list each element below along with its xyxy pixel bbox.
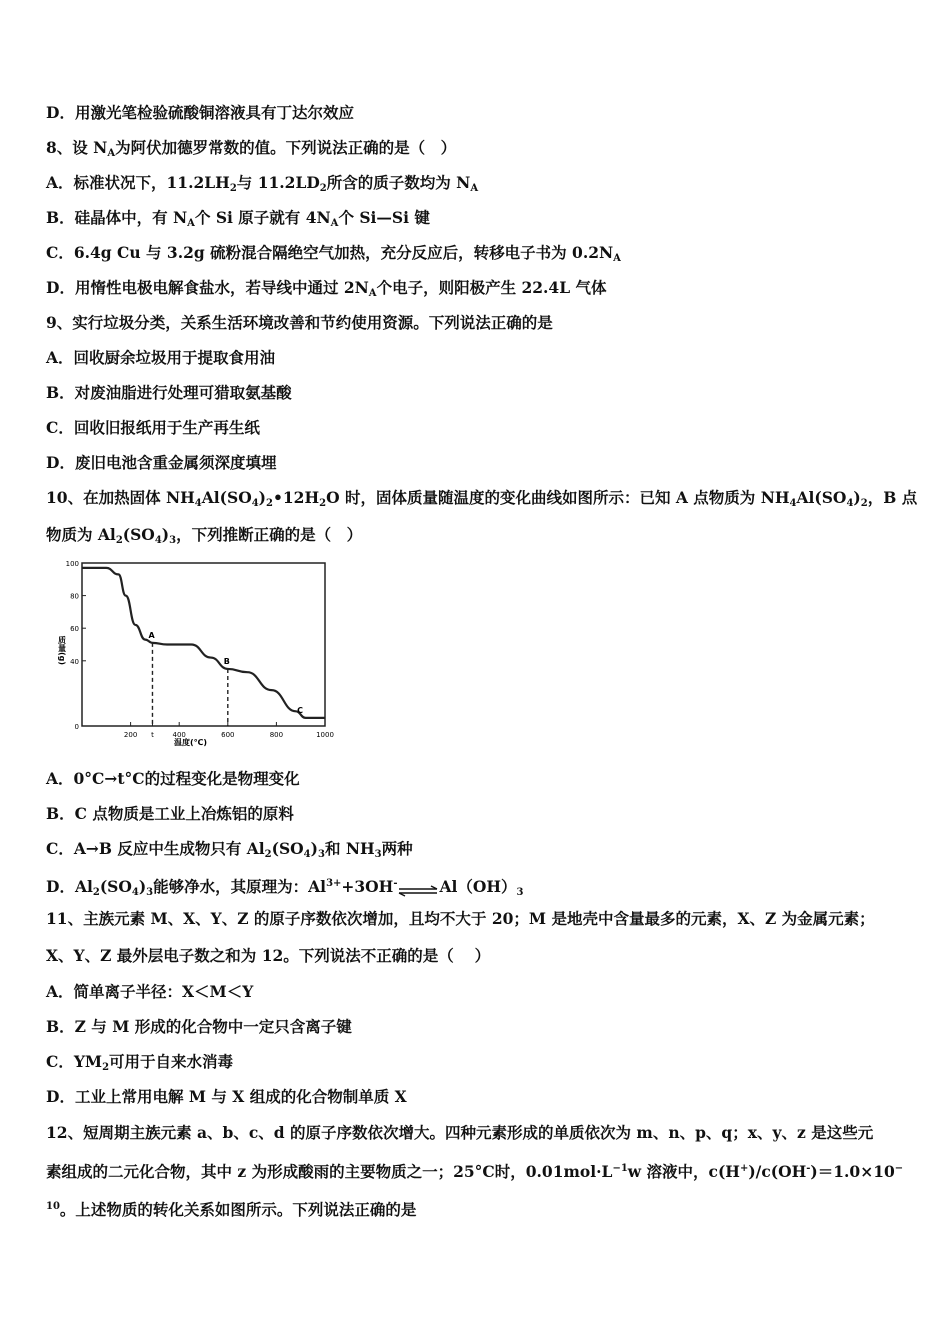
q11-option-c: C．$YM_2$可用于自来水消毒 xyxy=(46,1052,234,1073)
plot-frame xyxy=(82,563,325,726)
mass-curve xyxy=(82,568,325,718)
q11-option-b: B．Z 与 M 形成的化合物中一定只含离子键 xyxy=(46,1017,352,1036)
q12-stem-line2: 素组成的二元化合物，其中 z 为形成酸雨的主要物质之一；25°C时，$0.01mol\cdot L^{-1}w$ 溶液中，c(H+)/c(OH-)＝1.0×10− xyxy=(46,1162,904,1181)
q10-option-a: A．0°C→t°C的过程变化是物理变化 xyxy=(46,769,300,788)
x-tick-label: 800 xyxy=(269,731,284,739)
q8-stem: 8、设 $N_A$为阿伏加德罗常数的值。下列说法正确的是（ ） xyxy=(46,138,457,159)
q9-option-b: B．对废油脂进行处理可猎取氨基酸 xyxy=(46,383,292,402)
q12-stem-line1: 12、短周期主族元素 a、b、c、d 的原子序数依次增大。四种元素形成的单质依次为 m、n、p、q；x、y、z 是这些元 xyxy=(46,1123,874,1142)
y-tick-label: 100 xyxy=(65,560,79,568)
y-tick-label: 40 xyxy=(70,657,79,666)
q12-stem-line3: $^{10}$。上述物质的转化关系如图所示。下列说法正确的是 xyxy=(46,1200,417,1219)
q11-option-a: A．简单离子半径：X＜M＜Y xyxy=(46,982,254,1001)
x-tick-label: 600 xyxy=(221,731,235,739)
point-label-C: C xyxy=(297,705,304,715)
x-tick-label: t xyxy=(151,731,154,739)
q11-stem-line1: 11、主族元素 M、X、Y、Z 的原子序数依次增加，且均不大于 20；M 是地壳中含量最多的元素，X、Z 为金属元素； xyxy=(46,909,875,928)
q11-option-d: D．工业上常用电解 M 与 X 组成的化合物制单质 X xyxy=(46,1087,407,1106)
point-label-A: A xyxy=(148,630,155,640)
q9-option-d: D．废旧电池含重金属须深度填埋 xyxy=(46,453,277,472)
y-tick-label: 0 xyxy=(74,723,79,731)
q8-option-d: D．用惰性电极电解食盐水，若导线中通过 $2N_A$个电子，则阳极产生 22.4L 气体 xyxy=(46,278,607,299)
q9-option-c: C．回收旧报纸用于生产再生纸 xyxy=(46,418,260,437)
q9-option-a: A．回收厨余垃圾用于提取食用油 xyxy=(46,348,276,367)
x-tick-label: 1000 xyxy=(316,731,334,739)
q8-option-b: B．硅晶体中，有 $N_A$个 Si 原子就有 $4N_A$个 Si—Si 键 xyxy=(46,208,430,229)
q10-option-c: C．A→B 反应中生成物只有 $Al_2(SO_4)_3$和 $NH_3$两种 xyxy=(46,839,413,860)
q7-option-d: D．用激光笔检验硫酸铜溶液具有丁达尔效应 xyxy=(46,103,354,122)
x-axis-label: 温度(℃) xyxy=(174,738,207,747)
x-tick-label: 200 xyxy=(123,731,138,739)
q11-stem-line2: X、Y、Z 最外层电子数之和为 12。下列说法不正确的是（ ） xyxy=(46,946,491,965)
q10-stem-line1: 10、在加热固体 $NH_4Al(SO_4)_2•12H_2O$ 时，固体质量随温度的变化曲线如图所示：已知 A 点物质为 $NH_4Al(SO_4)_2$，B 点 xyxy=(46,488,918,509)
y-axis-label: 质量(g) xyxy=(57,636,67,666)
mass-temperature-chart xyxy=(57,558,352,748)
y-tick-label: 60 xyxy=(70,625,79,634)
equilibrium-arrow-icon xyxy=(397,882,439,894)
q10-option-d: D．$Al_2(SO_4)_3$能够净水，其原理为：$Al^{3+}+3OH^-$ $Al(OH)_3$ xyxy=(46,877,524,898)
point-label-B: B xyxy=(223,656,230,666)
q9-stem: 9、实行垃圾分类，关系生活环境改善和节约使用资源。下列说法正确的是 xyxy=(46,313,553,332)
q8-option-a: A．标准状况下，$11.2LH_2$与 $11.2LD_2$所含的质子数均为 $N_A$ xyxy=(46,173,479,194)
q10-stem-line2: 物质为 $Al_2(SO_4)_3$，下列推断正确的是（ ） xyxy=(46,525,363,546)
y-tick-label: 80 xyxy=(70,592,79,601)
q10-option-b: B．C 点物质是工业上冶炼铝的原料 xyxy=(46,804,294,823)
x-tick-label: 400 xyxy=(172,731,186,739)
q8-option-c: C．6.4g Cu 与 3.2g 硫粉混合隔绝空气加热，充分反应后，转移电子书为 $0.2N_A$ xyxy=(46,243,621,264)
